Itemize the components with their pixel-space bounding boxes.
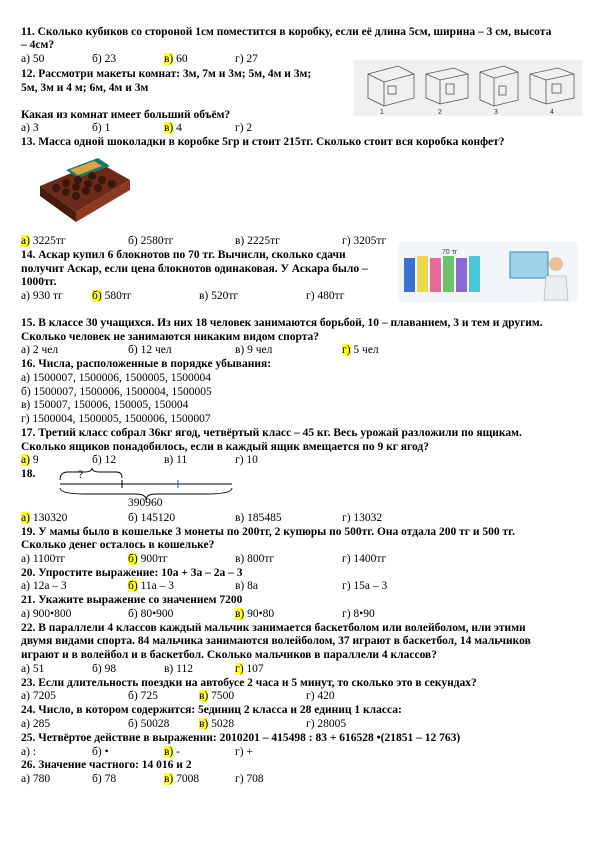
q11-option-a: а) 50 xyxy=(21,53,45,65)
q13-option-b: б) 2580тг xyxy=(128,235,174,247)
q17-option-d: г) 10 xyxy=(235,454,258,466)
q19-text-2: Сколько денег осталось в кошельке? xyxy=(21,539,215,551)
q19-text: 19. У мамы было в кошельке 3 монеты по 200тг, 2 купюры по 500тг. Она отдала 200 тг и 500 тг. xyxy=(21,526,515,538)
q21-option-b: б) 80•900 xyxy=(128,608,174,620)
q22-text-3: играют и в волейбол и в баскетбол. Сколько мальчиков в параллели 4 классов? xyxy=(21,649,438,661)
q19-option-a: а) 1100тг xyxy=(21,553,66,565)
q18-unknown-mark: ? xyxy=(78,469,84,481)
q13-option-a: а) 3225тг xyxy=(21,235,66,247)
q20-option-a: а) 12а – 3 xyxy=(21,580,67,592)
q21-option-c: в) 90•80 xyxy=(235,608,275,620)
q22-text-2: двумя видами спорта. 84 мальчика занимаются волейболом, 37 играют в баскетбол, 14 мальчиков xyxy=(21,635,531,647)
q26-text: 26. Значение частного: 14 016 и 2 xyxy=(21,759,192,771)
q25-option-b: б) • xyxy=(92,746,109,758)
q12-option-a: а) 3 xyxy=(21,122,39,134)
q26-option-a: а) 780 xyxy=(21,773,51,785)
q19-option-b: б) 900тг xyxy=(128,553,168,565)
q25-text: 25. Четвёртое действие в выражении: 2010201 – 415498 : 83 + 616528 •(21851 – 12 763) xyxy=(21,732,461,744)
q18-label: 18. xyxy=(21,468,36,480)
q26-option-b: б) 78 xyxy=(92,773,117,785)
room-number-1: 1 xyxy=(380,109,384,116)
room-number-3: 3 xyxy=(494,109,498,116)
q16-text: 16. Числа, расположенные в порядке убывания: xyxy=(21,358,272,370)
q18-total: 390960 xyxy=(128,497,163,509)
q17-option-a: а) 9 xyxy=(21,454,39,466)
q23-option-a: а) 7205 xyxy=(21,690,56,702)
q24-option-a: а) 285 xyxy=(21,718,51,730)
q24-text: 24. Число, в котором содержится: 5единиц 2 класса и 28 единиц 1 класса: xyxy=(21,704,402,716)
chocolate-box-image xyxy=(36,156,132,226)
q16-option-c: в) 150007, 150006, 150005, 150004 xyxy=(21,399,189,411)
q25-option-d: г) + xyxy=(235,746,253,758)
q14-text-3: 1000тг. xyxy=(21,276,57,288)
price-tag: 70 тг xyxy=(442,249,458,256)
q25-option-c: в) - xyxy=(164,746,180,758)
notebooks-image xyxy=(398,242,578,302)
q26-option-d: г) 708 xyxy=(235,773,264,785)
q23-option-d: г) 420 xyxy=(306,690,335,702)
q23-option-c: в) 7500 xyxy=(199,690,235,702)
q12-question: Какая из комнат имеет больший объём? xyxy=(21,109,231,121)
q15-option-c: в) 9 чел xyxy=(235,344,273,356)
q20-option-d: г) 15а – 3 xyxy=(342,580,388,592)
q22-option-a: а) 51 xyxy=(21,663,45,675)
q24-option-d: г) 28005 xyxy=(306,718,347,730)
q12-option-c: в) 4 xyxy=(164,122,182,134)
q20-text: 20. Упростите выражение: 10а + 3а – 2а – 3 xyxy=(21,567,243,579)
q18-option-c: в) 185485 xyxy=(235,512,282,524)
q22-option-b: б) 98 xyxy=(92,663,117,675)
q14-option-a: а) 930 тг xyxy=(21,290,63,302)
q18-option-d: г) 13032 xyxy=(342,512,383,524)
q24-option-c: в) 5028 xyxy=(199,718,235,730)
q15-option-b: б) 12 чел xyxy=(128,344,172,356)
q21-text: 21. Укажите выражение со значением 7200 xyxy=(21,594,243,606)
q18-option-b: б) 145120 xyxy=(128,512,176,524)
q16-option-b: б) 1500007, 1500006, 1500004, 1500005 xyxy=(21,386,212,398)
q11-text-cont: – 4см? xyxy=(21,39,55,51)
q20-option-c: в) 8а xyxy=(235,580,258,592)
q14-option-b: б) 580тг xyxy=(92,290,132,302)
q12-text-2: 5м, 3м и 4 м; 6м, 4м и 3м xyxy=(21,82,149,94)
q19-option-d: г) 1400тг xyxy=(342,553,387,565)
q17-option-c: в) 11 xyxy=(164,454,188,466)
q19-option-c: в) 800тг xyxy=(235,553,275,565)
room-number-4: 4 xyxy=(550,109,554,116)
q11-option-b: б) 23 xyxy=(92,53,117,65)
q17-option-b: б) 12 xyxy=(92,454,117,466)
q11-text: 11. Сколько кубиков со стороной 1см поместится в коробку, если её длина 5см, ширина – 3 см, высота xyxy=(21,26,552,38)
q13-option-c: в) 2225тг xyxy=(235,235,280,247)
q14-option-c: в) 520тг xyxy=(199,290,239,302)
q12-option-b: б) 1 xyxy=(92,122,111,134)
q14-text-2: получит Аскар, если цена блокнотов одинаковая. У Аскара было – xyxy=(21,263,368,275)
q22-option-d: г) 107 xyxy=(235,663,264,675)
q12-text: 12. Рассмотри макеты комнат: 3м, 7м и 3м; 5м, 4м и 3м; xyxy=(21,68,312,80)
q15-text-2: Сколько человек не занимаются никаким видом спорта? xyxy=(21,331,320,343)
q15-text: 15. В классе 30 учащихся. Из них 18 человек занимаются борьбой, 10 – плаванием, 3 и тем и другим. xyxy=(21,317,543,329)
q11-option-d: г) 27 xyxy=(235,53,258,65)
q11-option-c: в) 60 xyxy=(164,53,188,65)
q17-text: 17. Третий класс собрал 36кг ягод, четвёртый класс – 45 кг. Весь урожай разложили по ящикам. xyxy=(21,427,522,439)
q18-option-a: а) 130320 xyxy=(21,512,68,524)
q21-option-a: а) 900•800 xyxy=(21,608,72,620)
q25-option-a: а) : xyxy=(21,746,37,758)
q13-option-d: г) 3205тг xyxy=(342,235,387,247)
q16-option-a: а) 1500007, 1500006, 1500005, 1500004 xyxy=(21,372,212,384)
q24-option-b: б) 50028 xyxy=(128,718,170,730)
q16-option-d: г) 1500004, 1500005, 1500006, 1500007 xyxy=(21,413,211,425)
q17-text-2: Сколько ящиков понадобилось, если в каждый ящик вмещается по 9 кг ягод? xyxy=(21,441,429,453)
room-number-2: 2 xyxy=(438,109,442,116)
q13-text: 13. Масса одной шоколадки в коробке 5гр и стоит 215тг. Сколько стоит вся коробка конфет? xyxy=(21,136,505,148)
room-models-image xyxy=(354,60,582,116)
q23-option-b: б) 725 xyxy=(128,690,158,702)
q22-option-c: в) 112 xyxy=(164,663,193,675)
q15-option-d: г) 5 чел xyxy=(342,344,379,356)
q26-option-c: в) 7008 xyxy=(164,773,200,785)
q22-text: 22. В параллели 4 классов каждый мальчик занимается баскетболом или волейболом, или этими xyxy=(21,622,526,634)
q12-option-d: г) 2 xyxy=(235,122,253,134)
q20-option-b: б) 11а – 3 xyxy=(128,580,174,592)
q14-text: 14. Аскар купил 6 блокнотов по 70 тг. Вычисли, сколько сдачи xyxy=(21,249,346,261)
q23-text: 23. Если длительность поездки на автобусе 2 часа и 5 минут, то сколько это в секундах? xyxy=(21,677,477,689)
q21-option-d: г) 8•90 xyxy=(342,608,375,620)
q14-option-d: г) 480тг xyxy=(306,290,345,302)
q15-option-a: а) 2 чел xyxy=(21,344,59,356)
